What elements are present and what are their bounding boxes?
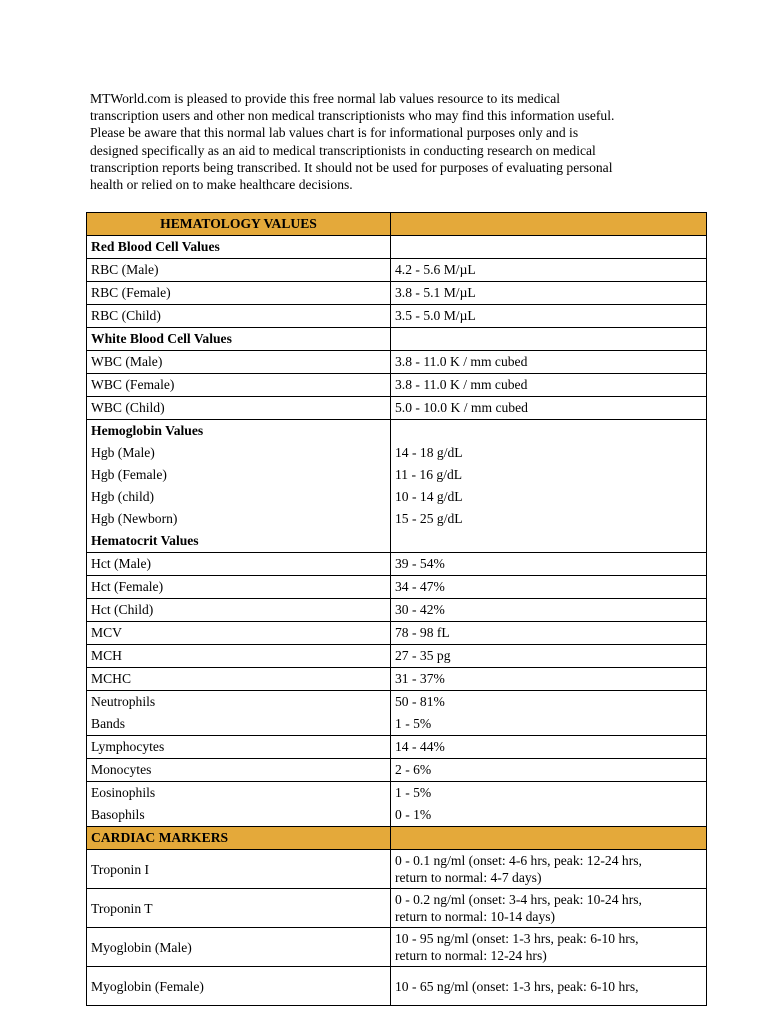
table-row	[87, 464, 707, 486]
intro-line: designed specifically as an aid to medical transcriptionists in conducting research on medical	[90, 142, 596, 158]
test-value: 2 - 6%	[391, 759, 707, 782]
table-row	[87, 804, 707, 827]
table-row	[87, 305, 707, 328]
table-row	[87, 351, 707, 374]
hct-section-title: Hematocrit Values	[87, 530, 391, 553]
test-name: Hct (Female)	[87, 576, 391, 599]
table-row	[87, 850, 707, 889]
test-value: 31 - 37%	[391, 668, 707, 691]
table-row	[87, 645, 707, 668]
test-name: Troponin T	[87, 889, 391, 928]
test-name: Troponin I	[87, 850, 391, 889]
test-value: 3.5 - 5.0 M/µL	[391, 305, 707, 328]
value-line: return to normal: 12-24 hrs)	[395, 948, 547, 963]
section-row	[87, 328, 707, 351]
table-row	[87, 508, 707, 530]
hematology-header-row	[87, 213, 707, 236]
value-line: return to normal: 4-7 days)	[395, 870, 542, 885]
table-row	[87, 622, 707, 645]
test-value: 14 - 44%	[391, 736, 707, 759]
test-value	[391, 928, 707, 967]
table-row	[87, 282, 707, 305]
table-row	[87, 397, 707, 420]
table-row	[87, 928, 707, 967]
test-value: 14 - 18 g/dL	[391, 442, 707, 464]
value-line: 10 - 65 ng/ml (onset: 1-3 hrs, peak: 6-10 hrs,	[395, 978, 639, 994]
test-value	[391, 889, 707, 928]
header-empty-cell	[391, 827, 707, 850]
test-value: 27 - 35 pg	[391, 645, 707, 668]
test-value: 3.8 - 11.0 K / mm cubed	[391, 351, 707, 374]
test-name: MCHC	[87, 668, 391, 691]
intro-line: transcription reports being transcribed. It should not be used for purposes of evaluating personal	[90, 159, 613, 175]
cardiac-header: CARDIAC MARKERS	[87, 827, 391, 850]
test-name: RBC (Female)	[87, 282, 391, 305]
header-empty-cell	[391, 213, 707, 236]
section-empty-cell	[391, 420, 707, 443]
test-value: 5.0 - 10.0 K / mm cubed	[391, 397, 707, 420]
table-row	[87, 967, 707, 1006]
test-name: Hgb (child)	[87, 486, 391, 508]
table-row	[87, 736, 707, 759]
table-row	[87, 599, 707, 622]
test-name: Myoglobin (Male)	[87, 928, 391, 967]
table-row	[87, 782, 707, 805]
test-name: Basophils	[87, 804, 391, 827]
table-row	[87, 759, 707, 782]
test-name: Lymphocytes	[87, 736, 391, 759]
test-name: MCH	[87, 645, 391, 668]
test-value: 3.8 - 5.1 M/µL	[391, 282, 707, 305]
test-value: 78 - 98 fL	[391, 622, 707, 645]
test-name: Monocytes	[87, 759, 391, 782]
section-row	[87, 236, 707, 259]
test-value: 1 - 5%	[391, 713, 707, 736]
test-value: 10 - 14 g/dL	[391, 486, 707, 508]
value-line: 10 - 95 ng/ml (onset: 1-3 hrs, peak: 6-10 hrs,	[395, 931, 639, 946]
test-name: Myoglobin (Female)	[87, 967, 391, 1006]
test-name: WBC (Female)	[87, 374, 391, 397]
table-row	[87, 713, 707, 736]
test-value: 15 - 25 g/dL	[391, 508, 707, 530]
test-value	[391, 967, 707, 1006]
test-value: 30 - 42%	[391, 599, 707, 622]
table-row	[87, 576, 707, 599]
table-row	[87, 553, 707, 576]
test-value: 1 - 5%	[391, 782, 707, 805]
test-value	[391, 850, 707, 889]
table-row	[87, 442, 707, 464]
test-value: 50 - 81%	[391, 691, 707, 714]
test-value: 4.2 - 5.6 M/µL	[391, 259, 707, 282]
test-name: RBC (Male)	[87, 259, 391, 282]
table-row	[87, 374, 707, 397]
test-value: 0 - 1%	[391, 804, 707, 827]
test-name: WBC (Male)	[87, 351, 391, 374]
intro-line: health or relied on to make healthcare decisions.	[90, 177, 353, 193]
rbc-section-title: Red Blood Cell Values	[87, 236, 391, 259]
table-row	[87, 259, 707, 282]
test-name: Hgb (Male)	[87, 442, 391, 464]
intro-line: Please be aware that this normal lab values chart is for informational purposes only and is	[90, 125, 579, 141]
section-empty-cell	[391, 328, 707, 351]
test-name: Hct (Male)	[87, 553, 391, 576]
value-line: 0 - 0.1 ng/ml (onset: 4-6 hrs, peak: 12-24 hrs,	[395, 853, 642, 868]
table-row	[87, 691, 707, 714]
test-name: WBC (Child)	[87, 397, 391, 420]
section-row	[87, 420, 707, 443]
section-empty-cell	[391, 236, 707, 259]
test-name: RBC (Child)	[87, 305, 391, 328]
hematology-header: HEMATOLOGY VALUES	[87, 213, 391, 236]
section-empty-cell	[391, 530, 707, 553]
table-row	[87, 889, 707, 928]
test-name: Neutrophils	[87, 691, 391, 714]
table-row	[87, 668, 707, 691]
test-name: Hct (Child)	[87, 599, 391, 622]
test-value: 11 - 16 g/dL	[391, 464, 707, 486]
test-name: MCV	[87, 622, 391, 645]
intro-line: MTWorld.com is pleased to provide this free normal lab values resource to its medical	[90, 91, 561, 106]
intro-line: transcription users and other non medical transcriptionists who may find this information useful.	[90, 108, 615, 124]
intro-paragraph	[90, 90, 690, 193]
test-value: 34 - 47%	[391, 576, 707, 599]
lab-values-table	[86, 212, 707, 1006]
hgb-section-title: Hemoglobin Values	[87, 420, 391, 443]
cardiac-header-row	[87, 827, 707, 850]
test-name: Hgb (Female)	[87, 464, 391, 486]
table-row	[87, 486, 707, 508]
test-name: Hgb (Newborn)	[87, 508, 391, 530]
value-line: 0 - 0.2 ng/ml (onset: 3-4 hrs, peak: 10-24 hrs,	[395, 892, 642, 907]
wbc-section-title: White Blood Cell Values	[87, 328, 391, 351]
section-row	[87, 530, 707, 553]
test-name: Eosinophils	[87, 782, 391, 805]
test-name: Bands	[87, 713, 391, 736]
value-line: return to normal: 10-14 days)	[395, 909, 556, 924]
test-value: 3.8 - 11.0 K / mm cubed	[391, 374, 707, 397]
test-value: 39 - 54%	[391, 553, 707, 576]
